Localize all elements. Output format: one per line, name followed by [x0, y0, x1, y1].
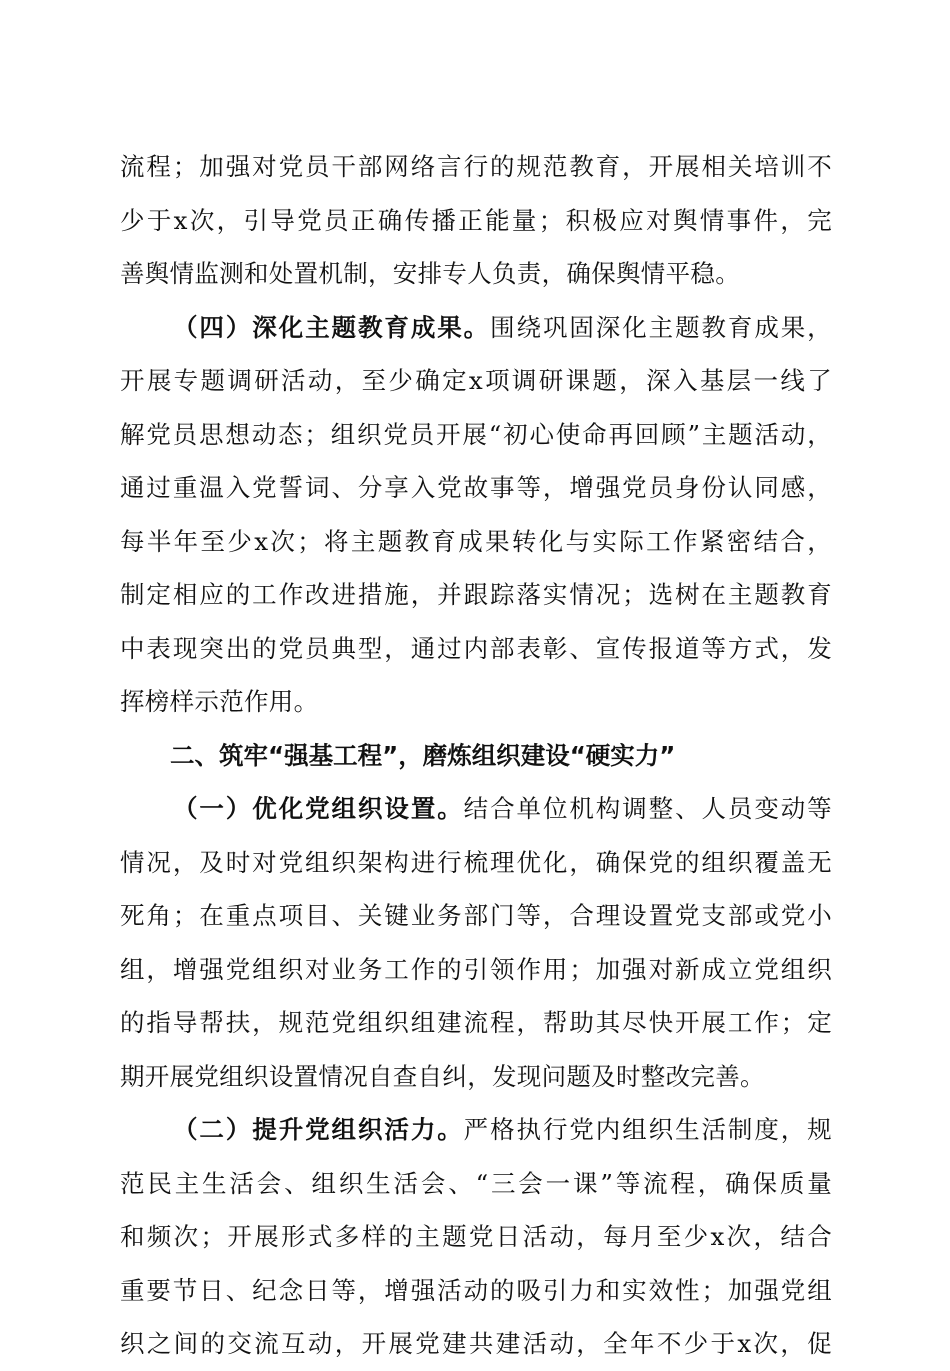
paragraph-line: 流程；加强对党员干部网络言行的规范教育，开展相关培训不 [120, 152, 832, 181]
section-2-text: 严格执行党内组织生活制度，规 [463, 1115, 832, 1144]
paragraph-line: 挥榜样示范作用。 [120, 687, 319, 716]
paragraph-line: 死角；在重点项目、关键业务部门等，合理设置党支部或党小 [120, 901, 832, 930]
paragraph-line: 制定相应的工作改进措施，并跟踪落实情况；选树在主题教育 [120, 580, 832, 609]
paragraph-line: 范民主生活会、组织生活会、“三会一课”等流程，确保质量 [120, 1168, 832, 1198]
paragraph-line: 开展专题调研活动，至少确定x项调研课题，深入基层一线了 [120, 366, 832, 395]
paragraph-line: 组，增强党组织对业务工作的引领作用；加强对新成立党组织 [120, 954, 832, 984]
paragraph-line: 通过重温入党誓词、分享入党故事等，增强党员身份认同感， [120, 473, 832, 502]
section-4-text: 围绕巩固深化主题教育成果， [490, 312, 832, 342]
paragraph-line: 每半年至少x次；将主题教育成果转化与实际工作紧密结合， [120, 526, 832, 556]
paragraph-line: 中表现突出的党员典型，通过内部表彰、宣传报道等方式，发 [120, 633, 832, 663]
section-2-first-line [120, 1103, 832, 1157]
paragraph-line: 织之间的交流互动，开展党建共建活动，全年不少于x次，促 [120, 1329, 832, 1358]
section-4-title: （四）深化主题教育成果。 [173, 312, 491, 342]
paragraph-line: 的指导帮扶，规范党组织组建流程，帮助其尽快开展工作；定 [120, 1008, 832, 1037]
chapter-2-heading: 二、筑牢“强基工程”，磨炼组织建设“硬实力” [170, 740, 676, 770]
document-page [120, 140, 832, 1371]
section-2-title: （二）提升党组织活力。 [173, 1115, 464, 1144]
section-4-first-line [120, 301, 832, 355]
section-1-text: 结合单位机构调整、人员变动等 [463, 794, 832, 823]
paragraph-line: 少于x次，引导党员正确传播正能量；积极应对舆情事件，完 [120, 205, 832, 235]
section-1-title: （一）优化党组织设置。 [173, 794, 464, 823]
paragraph-line: 情况，及时对党组织架构进行梳理优化，确保党的组织覆盖无 [120, 847, 832, 877]
paragraph-line: 期开展党组织设置情况自查自纠，发现问题及时整改完善。 [120, 1061, 765, 1091]
paragraph-line: 解党员思想动态；组织党员开展“初心使命再回顾”主题活动， [120, 419, 832, 449]
section-1-first-line [120, 782, 832, 836]
paragraph-line: 和频次；开展形式多样的主题党日活动，每月至少x次，结合 [120, 1222, 832, 1251]
paragraph-line: 重要节日、纪念日等，增强活动的吸引力和实效性；加强党组 [120, 1275, 832, 1305]
paragraph-line: 善舆情监测和处置机制，安排专人负责，确保舆情平稳。 [120, 259, 740, 288]
